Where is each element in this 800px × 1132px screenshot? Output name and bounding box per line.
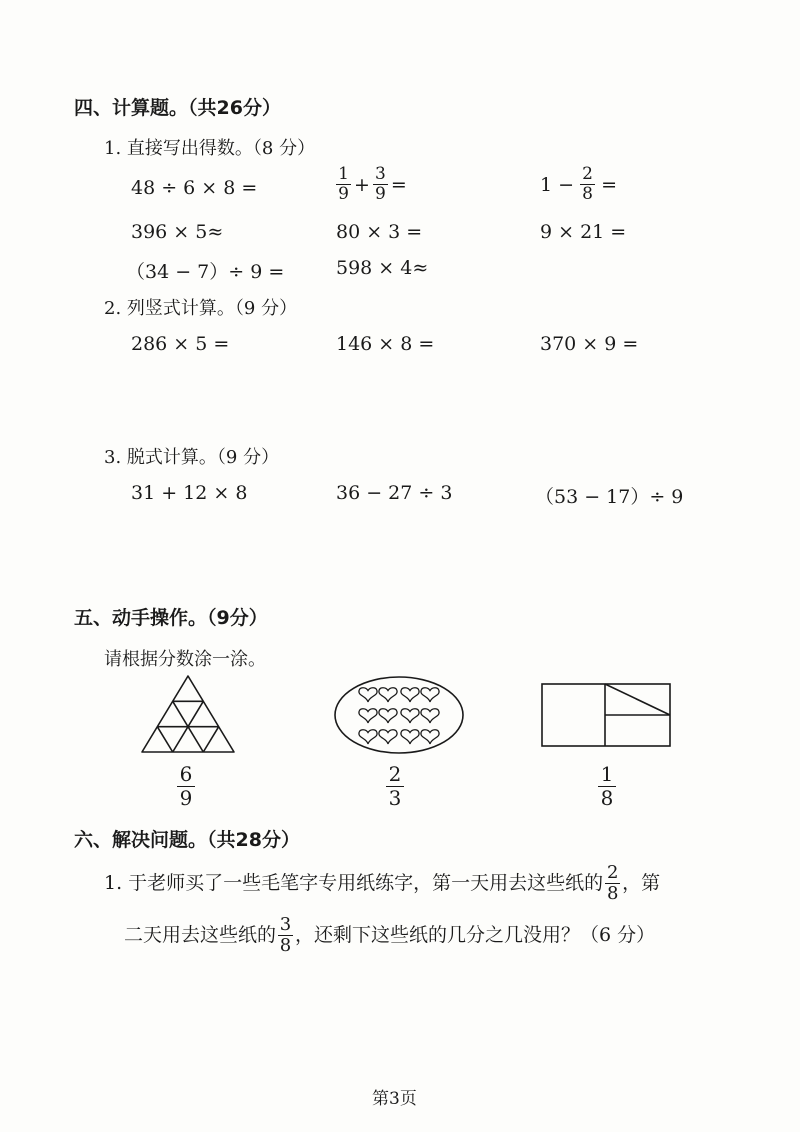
heart-icon bbox=[379, 730, 397, 744]
heart-icon bbox=[359, 730, 377, 744]
section-5-title: 五、动手操作。（9分） bbox=[74, 607, 268, 629]
section-4-title: 四、计算题。（共26分） bbox=[74, 97, 281, 119]
expr-3-1: 31 + 12 × 8 bbox=[131, 482, 248, 504]
word-problem-line-2: 二天用去这些纸的 $\frac{3}{8}$ ，还剩下这些纸的几分之几没用？（6 分） bbox=[124, 913, 656, 956]
expr-2-3: 370 × 9 = bbox=[540, 333, 639, 355]
word-problem-line-1: 1. 于老师买了一些毛笔字专用纸练字，第一天用去这些纸的 $\frac{2}{8}$ ，第 bbox=[104, 861, 661, 904]
heart-icon bbox=[379, 709, 397, 723]
rectangle-figure bbox=[541, 683, 671, 747]
expr-1-7: （34 − 7）÷ 9 = bbox=[126, 261, 285, 283]
fraction-2-3: 2 3 bbox=[386, 763, 404, 810]
fraction-1-8: 1 8 bbox=[598, 763, 616, 810]
heart-icon bbox=[359, 688, 377, 702]
heart-icon bbox=[401, 709, 419, 723]
page-number: 第3页 bbox=[372, 1089, 417, 1109]
heart-icon bbox=[421, 730, 439, 744]
fraction-6-9: 6 9 bbox=[177, 763, 195, 810]
heart-icon bbox=[359, 709, 377, 723]
heart-icon bbox=[379, 688, 397, 702]
expr-2-2: 146 × 8 = bbox=[336, 333, 435, 355]
section-6-title: 六、解决问题。（共28分） bbox=[74, 829, 300, 851]
expr-3-2: 36 − 27 ÷ 3 bbox=[336, 482, 453, 504]
heart-icon bbox=[421, 688, 439, 702]
fraction: $\frac{1}{9}$ bbox=[336, 165, 351, 204]
hearts-oval-figure bbox=[333, 675, 465, 755]
instruction-text: 请根据分数涂一涂。 bbox=[104, 649, 266, 670]
question-3-title: 3. 脱式计算。（9 分） bbox=[104, 447, 280, 468]
fraction: $\frac{3}{9}$ bbox=[373, 165, 388, 204]
expr-1-1: 48 ÷ 6 × 8 = bbox=[131, 177, 258, 199]
expr-1-8: 598 × 4≈ bbox=[336, 257, 429, 279]
triangle-figure bbox=[140, 674, 236, 754]
fraction: $\frac{2}{8}$ bbox=[580, 165, 595, 204]
expr-1-5: 80 × 3 = bbox=[336, 221, 423, 243]
question-1-title: 1. 直接写出得数。（8 分） bbox=[104, 138, 316, 159]
expr-2-1: 286 × 5 = bbox=[131, 333, 230, 355]
fraction: $\frac{3}{8}$ bbox=[279, 913, 292, 956]
expr-3-3: （53 − 17）÷ 9 bbox=[535, 486, 684, 508]
expr-1-4: 396 × 5≈ bbox=[131, 221, 224, 243]
heart-icon bbox=[421, 709, 439, 723]
expr-1-6: 9 × 21 = bbox=[540, 221, 627, 243]
question-2-title: 2. 列竖式计算。（9 分） bbox=[104, 298, 298, 319]
heart-icon bbox=[401, 688, 419, 702]
expr-1-3: 1 − $\frac{2}{8}$ = bbox=[540, 164, 617, 204]
fraction: $\frac{2}{8}$ bbox=[606, 861, 619, 904]
expr-1-2: $\frac{1}{9}$ + $\frac{3}{9}$ = bbox=[336, 165, 407, 204]
heart-icon bbox=[401, 730, 419, 744]
